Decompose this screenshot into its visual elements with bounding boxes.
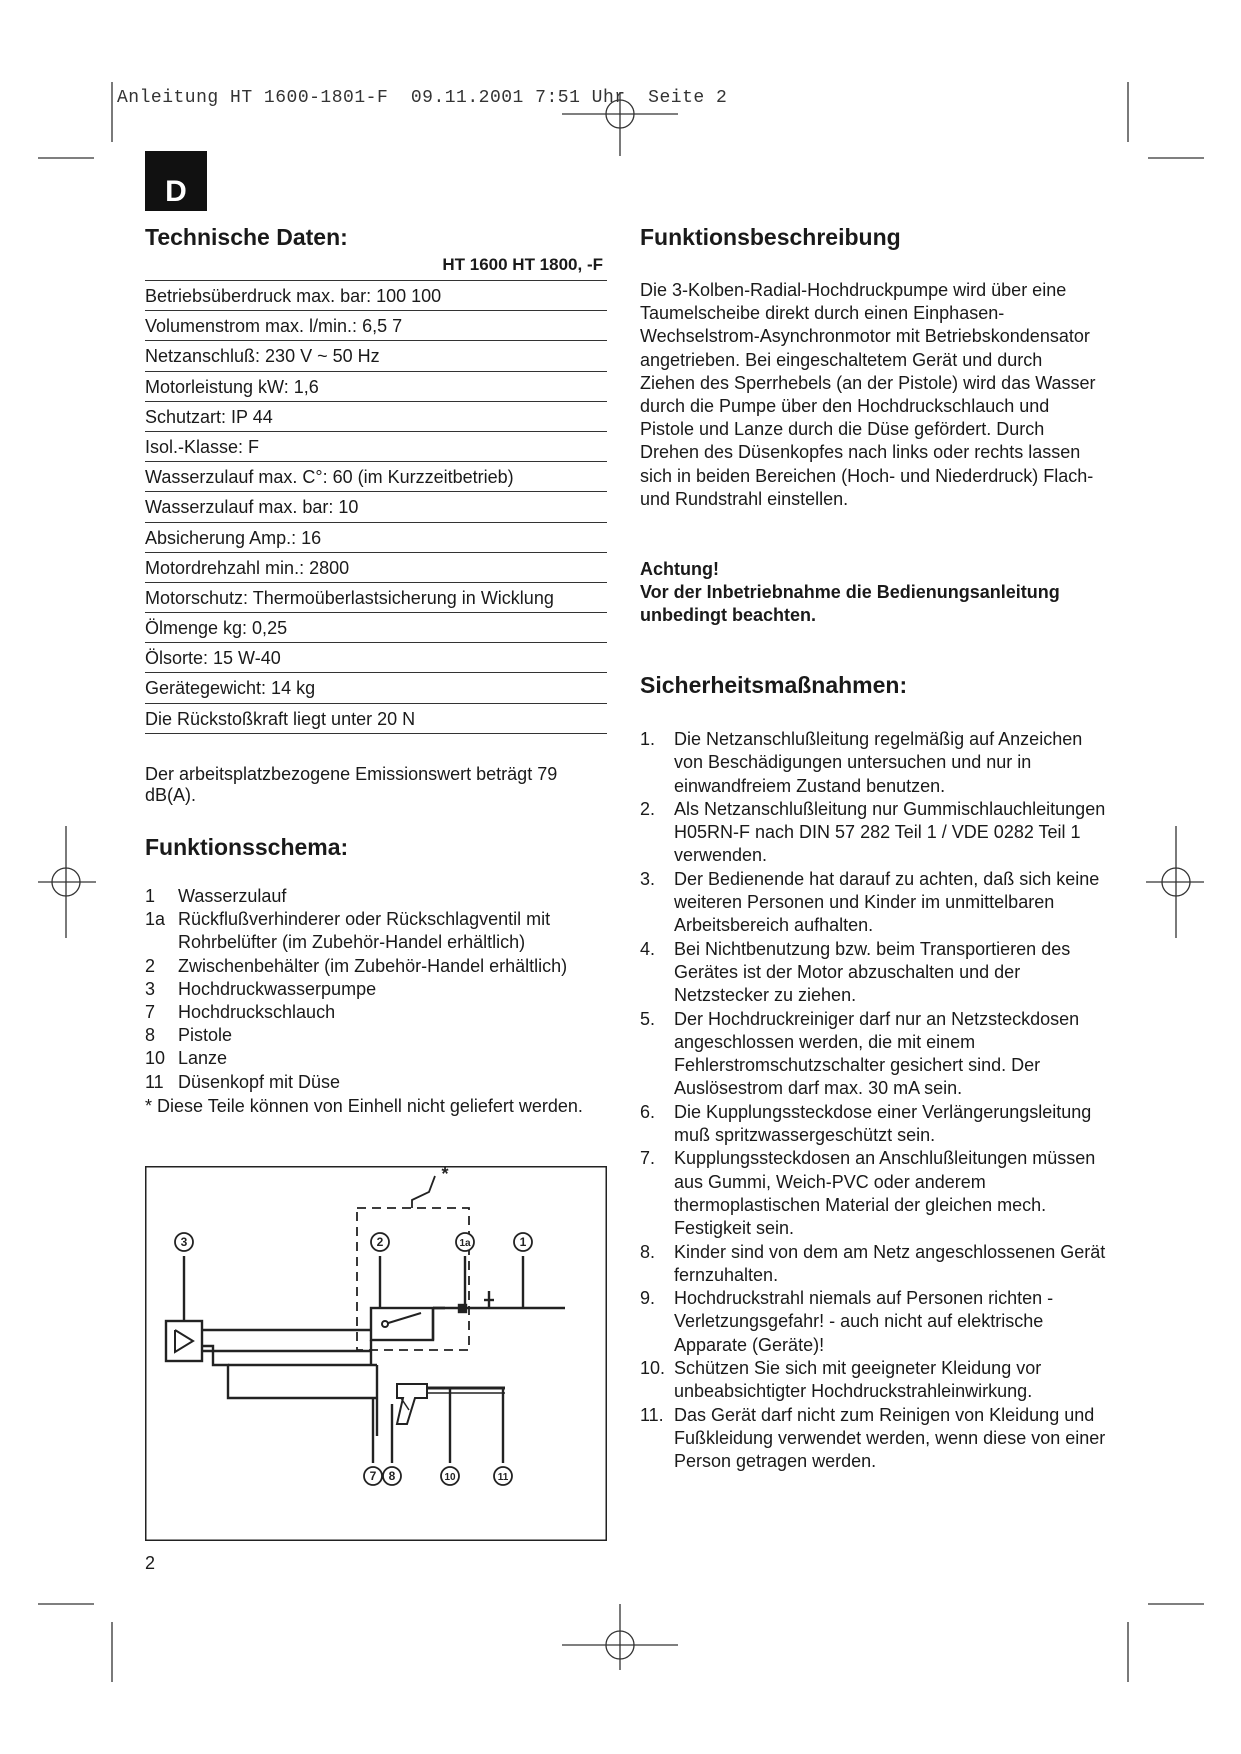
diagram-label-1: 1: [519, 1235, 527, 1249]
safety-text: Als Netzanschlußleitung nur Gummischlauchleitungen H05RN-F nach DIN 57 282 Teil 1 / VDE 0282 Teil 1 verwenden.: [674, 798, 1106, 866]
safety-item: [640, 1287, 1110, 1357]
technical-data-title: Technische Daten:: [145, 224, 348, 250]
safety-number: 4.: [640, 938, 656, 959]
safety-text: Der Bedienende hat darauf zu achten, daß sich keine weiteren Personen und Kinder im unmittelbaren Arbeitsbereich aufhalten.: [674, 868, 1100, 936]
diagram-label-2: 2: [376, 1235, 384, 1249]
safety-list: [640, 728, 1110, 1474]
legend-item: [145, 1047, 615, 1070]
spec-row: Volumenstrom max. l/min.: 6,5 7: [145, 311, 607, 341]
legend-item: [145, 1071, 615, 1094]
legend-text: Zwischenbehälter (im Zubehör-Handel erhältlich): [178, 955, 568, 976]
spec-row: Ölsorte: 15 W-40: [145, 643, 607, 673]
safety-number: 1.: [640, 729, 656, 749]
legend-number: 10: [145, 1048, 166, 1069]
legend-text: Lanze: [178, 1048, 228, 1069]
emission-value: Der arbeitsplatzbezogene Emissionswert beträgt 79 dB(A).: [145, 764, 558, 805]
safety-number: 11.: [640, 1404, 664, 1425]
print-slug-header: Anleitung HT 1600-1801-F 09.11.2001 7:51 Uhr Seite 2: [117, 88, 728, 108]
spec-row: Wasserzulauf max. C°: 60 (im Kurzzeitbetrieb): [145, 462, 607, 492]
diagram-label-8: 8: [388, 1469, 396, 1483]
safety-item: [640, 1404, 1110, 1474]
technical-data-table: [145, 280, 607, 734]
spec-row: Betriebsüberdruck max. bar: 100 100: [145, 281, 607, 311]
legend-item: [145, 1001, 615, 1024]
legend-number: 1a: [145, 909, 166, 930]
safety-item: [640, 938, 1110, 1008]
spec-row: Motordrehzahl min.: 2800: [145, 553, 607, 583]
spec-row: Netzanschluß: 230 V ~ 50 Hz: [145, 341, 607, 371]
safety-item: [640, 1241, 1110, 1288]
model-header: HT 1600 HT 1800, -F: [442, 255, 603, 274]
safety-text: Die Kupplungssteckdose einer Verlängerungsleitung muß spritzwassergeschützt sein.: [674, 1101, 1092, 1146]
safety-number: 3.: [640, 868, 656, 889]
legend-number: 8: [145, 1025, 156, 1046]
spec-row: Motorleistung kW: 1,6: [145, 372, 607, 402]
safety-text: Das Gerät darf nicht zum Reinigen von Kleidung und Fußkleidung verwendet werden, wenn diese von einer Person getragen werden.: [674, 1404, 1106, 1472]
legend-item: [145, 978, 615, 1001]
safety-number: 5.: [640, 1008, 656, 1029]
legend-text: Hochdruckschlauch: [178, 1002, 336, 1023]
legend-number: 2: [145, 955, 156, 976]
safety-item: [640, 868, 1110, 938]
safety-text: Kinder sind von dem am Netz angeschlossenen Gerät fernzuhalten.: [674, 1241, 1106, 1285]
safety-item: [640, 728, 1110, 798]
spec-row: Wasserzulauf max. bar: 10: [145, 492, 607, 522]
legend-item: [145, 908, 615, 954]
legend-number: 7: [145, 1002, 156, 1023]
spec-row: Ölmenge kg: 0,25: [145, 613, 607, 643]
diagram-label-11: 11: [497, 1472, 509, 1483]
page-number: 2: [145, 1553, 156, 1573]
spec-row: Schutzart: IP 44: [145, 402, 607, 432]
legend-text: Hochdruckwasserpumpe: [178, 978, 377, 999]
language-tab: D: [145, 151, 207, 211]
legend-number: 11: [145, 1071, 164, 1092]
legend-item: [145, 885, 615, 908]
legend-number: 3: [145, 978, 156, 999]
safety-number: 7.: [640, 1148, 656, 1169]
warning-title: Achtung!: [640, 559, 719, 579]
diagram-label-1a: 1a: [459, 1238, 471, 1249]
safety-item: [640, 1147, 1110, 1240]
legend-text: Pistole: [178, 1025, 233, 1046]
safety-number: 8.: [640, 1241, 656, 1262]
safety-number: 2.: [640, 798, 656, 819]
diagram-star: *: [441, 1166, 449, 1184]
legend-number: 1: [145, 886, 156, 906]
legend-text: Düsenkopf mit Düse: [178, 1071, 341, 1092]
safety-number: 6.: [640, 1101, 656, 1122]
safety-text: Die Netzanschlußleitung regelmäßig auf Anzeichen von Beschädigungen untersuchen und nur in einwandfreiem Zustand benutzen.: [674, 729, 1083, 796]
spec-row: Die Rückstoßkraft liegt unter 20 N: [145, 704, 607, 734]
legend-item: [145, 955, 615, 978]
function-schema-title: Funktionsschema:: [145, 834, 349, 860]
safety-item: [640, 1008, 1110, 1101]
safety-text: Der Hochdruckreiniger darf nur an Netzsteckdosen angeschlossen werden, die mit einem Fehlerstromschutzschalter gesichert sind. Der Auslösestrom darf max. 30 mA sein.: [674, 1008, 1080, 1099]
function-description-title: Funktionsbeschreibung: [640, 224, 901, 250]
safety-text: Kupplungssteckdosen an Anschlußleitungen müssen aus Gummi, Weich-PVC oder anderem thermoplastischen Material der gleichen mech. Festigkeit sein.: [674, 1148, 1096, 1239]
function-schema-diagram: [145, 1166, 607, 1541]
warning-text: Vor der Inbetriebnahme die Bedienungsanleitung unbedingt beachten.: [640, 582, 1060, 625]
diagram-label-3: 3: [180, 1235, 188, 1249]
schema-legend: [145, 885, 615, 1118]
spec-row: Isol.-Klasse: F: [145, 432, 607, 462]
safety-item: [640, 1357, 1110, 1404]
safety-title: Sicherheitsmaßnahmen:: [640, 672, 908, 698]
legend-footnote: * Diese Teile können von Einhell nicht geliefert werden.: [145, 1095, 583, 1116]
function-description-text: Die 3-Kolben-Radial-Hochdruckpumpe wird über eine Taumelscheibe direkt durch einen Einphasen-Wechselstrom-Asynchronmotor mit Betriebskondensator angetrieben. Bei eingeschaltetem Gerät und durch Ziehen des Sperrhebels (an der Pistole) wird das Wasser durch die Pumpe über den Hochdruckschlauch und Pistole und Lanze durch die Düse gefördert. Durch Drehen des Düsenkopfes nach links oder rechts lassen sich in beiden Bereichen (Hoch- und Niederdruck) Flach- und Rundstrahl einstellen.: [640, 280, 1096, 509]
legend-item: [145, 1024, 615, 1047]
safety-text: Hochdruckstrahl niemals auf Personen richten - Verletzungsgefahr! - auch nicht auf elektrische Apparate (Geräte)!: [674, 1288, 1054, 1355]
diagram-label-7: 7: [369, 1469, 377, 1483]
spec-row: Motorschutz: Thermoüberlastsicherung in Wicklung: [145, 583, 607, 613]
legend-text: Wasserzulauf: [178, 886, 287, 906]
safety-number: 10.: [640, 1358, 666, 1379]
diagram-label-10: 10: [444, 1472, 456, 1483]
warning-block: [640, 558, 1110, 627]
safety-item: [640, 798, 1110, 868]
legend-text: Rückflußverhinderer oder Rückschlagventil mit Rohrbelüfter (im Zubehör-Handel erhältlich): [178, 909, 551, 953]
safety-text: Schützen Sie sich mit geeigneter Kleidung vor unbeabsichtigter Hochdruckstrahleinwirkung.: [674, 1358, 1042, 1402]
safety-text: Bei Nichtbenutzung bzw. beim Transportieren des Gerätes ist der Motor abzuschalten und der Netzstecker zu ziehen.: [674, 938, 1071, 1006]
safety-item: [640, 1101, 1110, 1148]
spec-row: Absicherung Amp.: 16: [145, 523, 607, 553]
spec-row: Gerätegewicht: 14 kg: [145, 673, 607, 703]
safety-number: 9.: [640, 1288, 656, 1309]
